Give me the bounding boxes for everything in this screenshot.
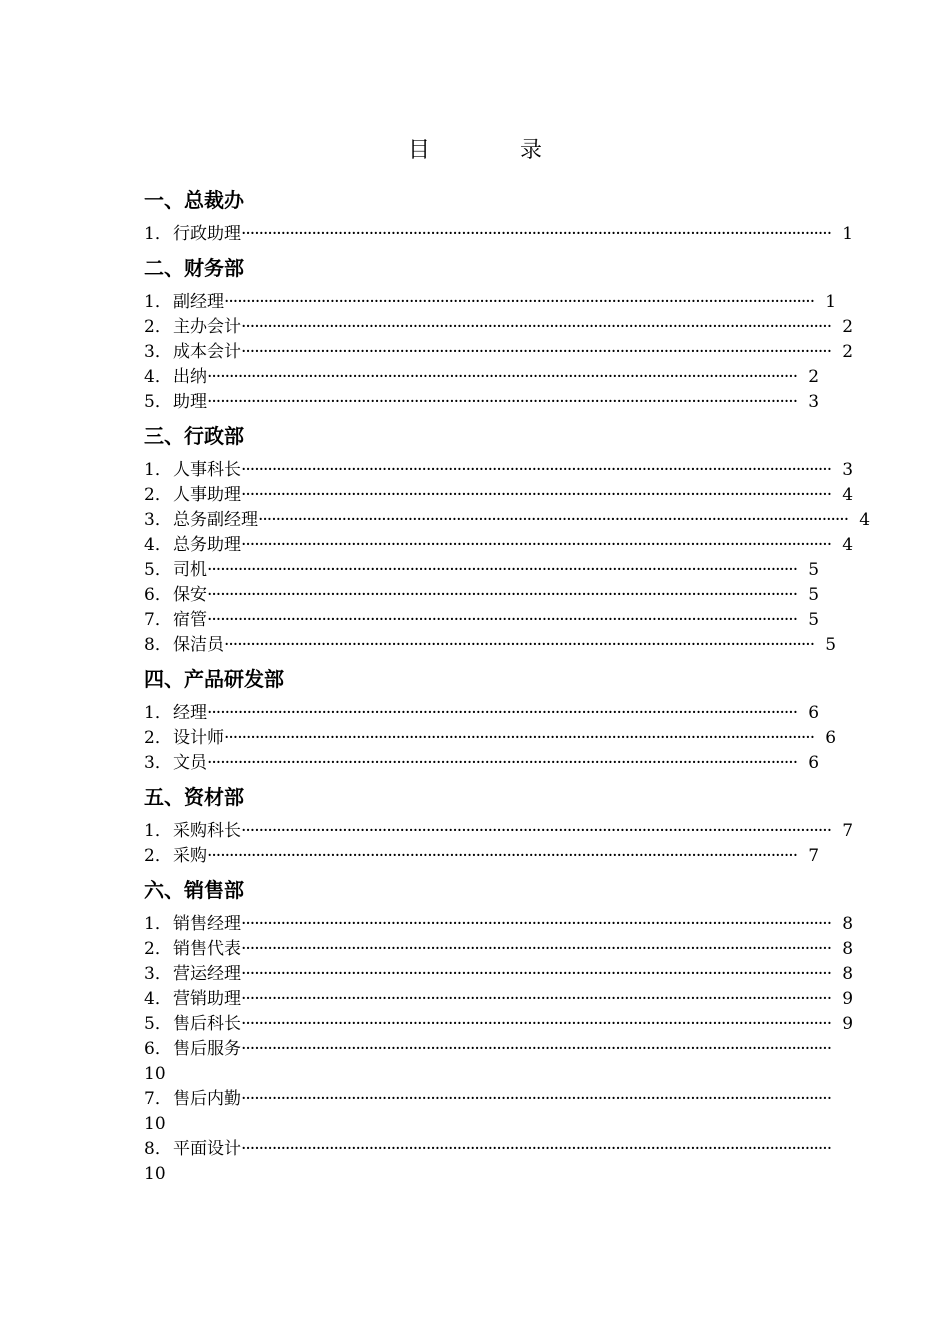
entry-page-number: 3	[842, 460, 854, 480]
toc-entry[interactable]	[144, 962, 854, 987]
entry-label: 出纳	[173, 367, 207, 387]
entry-page-number: 6	[808, 753, 820, 773]
entry-label: 售后科长	[173, 1014, 241, 1034]
dot-leader: ······································································································································	[241, 964, 832, 984]
entry-label: 主办会计	[173, 317, 241, 337]
dot-leader: ······································································································································	[224, 292, 815, 312]
toc-entry[interactable]	[144, 315, 854, 340]
entry-number: 2．	[144, 317, 172, 337]
toc-entry[interactable]	[144, 912, 854, 937]
section-heading: 四、产品研发部	[144, 667, 284, 691]
dot-leader: ······································································································································	[241, 821, 832, 841]
entry-number: 1．	[144, 460, 172, 480]
entry-page-number: 2	[842, 317, 854, 337]
toc-entry[interactable]	[144, 751, 820, 776]
entry-number: 3．	[144, 753, 172, 773]
table-of-contents	[144, 184, 871, 1187]
toc-section	[144, 874, 854, 1187]
entry-page-number: 9	[842, 989, 854, 1009]
entry-page-number: 6	[808, 703, 820, 723]
entry-label: 平面设计	[173, 1139, 241, 1159]
entry-number: 4．	[144, 535, 172, 555]
dot-leader: ······································································································································	[241, 535, 832, 555]
entry-label: 总务助理	[173, 535, 241, 555]
entry-number: 4．	[144, 989, 172, 1009]
entry-number: 3．	[144, 510, 172, 530]
entry-number: 7．	[144, 610, 172, 630]
toc-entry[interactable]	[144, 458, 854, 483]
dot-leader: ······································································································································	[207, 753, 798, 773]
toc-entry[interactable]	[144, 340, 854, 365]
section-heading: 三、行政部	[144, 424, 244, 448]
dot-leader: ······································································································································	[224, 635, 815, 655]
entry-line	[144, 1137, 832, 1162]
dot-leader: ······································································································································	[207, 703, 798, 723]
entry-number: 4．	[144, 367, 172, 387]
entry-label: 宿管	[173, 610, 207, 630]
entry-label: 副经理	[173, 292, 224, 312]
dot-leader: ······································································································································	[207, 585, 798, 605]
entry-label: 人事科长	[173, 460, 241, 480]
entry-page-number: 5	[825, 635, 837, 655]
toc-entry[interactable]	[144, 608, 820, 633]
toc-entry[interactable]	[144, 844, 820, 869]
entry-label: 销售经理	[173, 914, 241, 934]
toc-entry[interactable]	[144, 533, 854, 558]
dot-leader: ······································································································································	[207, 846, 798, 866]
entry-number: 3．	[144, 964, 172, 984]
entry-page-number: 7	[842, 821, 854, 841]
entry-page-number: 5	[808, 585, 820, 605]
entry-page-number: 5	[808, 610, 820, 630]
toc-entry[interactable]	[144, 222, 854, 247]
dot-leader: ······································································································································	[241, 224, 832, 244]
entry-number: 2．	[144, 846, 172, 866]
toc-entry[interactable]	[144, 937, 854, 962]
entry-page-number: 2	[808, 367, 820, 387]
entry-number: 1．	[144, 821, 172, 841]
entry-label: 总务副经理	[173, 510, 258, 530]
entry-label: 采购科长	[173, 821, 241, 841]
entry-label: 营销助理	[173, 989, 241, 1009]
entry-number: 3．	[144, 342, 172, 362]
toc-section	[144, 252, 854, 415]
section-heading: 六、销售部	[144, 878, 244, 902]
dot-leader: ······································································································································	[241, 1014, 832, 1034]
entry-label: 售后服务	[173, 1039, 241, 1059]
entry-page-number: 8	[842, 964, 854, 984]
toc-entry[interactable]	[144, 483, 854, 508]
entry-label: 采购	[173, 846, 207, 866]
toc-entry[interactable]	[144, 701, 820, 726]
entry-number: 5．	[144, 560, 172, 580]
entry-page-number: 1	[842, 224, 854, 244]
entry-page-number: 1	[825, 292, 837, 312]
dot-leader: ······································································································································	[241, 939, 832, 959]
entry-label: 保安	[173, 585, 207, 605]
toc-entry[interactable]	[144, 819, 854, 844]
entry-line	[144, 1037, 832, 1062]
toc-entry[interactable]	[144, 987, 854, 1012]
entry-label: 保洁员	[173, 635, 224, 655]
entry-number: 1．	[144, 224, 172, 244]
entry-number: 2．	[144, 939, 172, 959]
toc-entry[interactable]	[144, 1087, 832, 1137]
entry-label: 行政助理	[173, 224, 241, 244]
toc-entry[interactable]	[144, 558, 820, 583]
entry-label: 售后内勤	[173, 1089, 241, 1109]
toc-entry[interactable]	[144, 390, 820, 415]
toc-entry[interactable]	[144, 508, 871, 533]
dot-leader: ······································································································································	[207, 610, 798, 630]
entry-number: 1．	[144, 914, 172, 934]
section-heading: 五、资材部	[144, 785, 244, 809]
dot-leader: ······································································································································	[241, 485, 832, 505]
entry-label: 设计师	[173, 728, 224, 748]
toc-entry[interactable]	[144, 365, 820, 390]
entry-label: 人事助理	[173, 485, 241, 505]
entry-number: 8．	[144, 1139, 172, 1159]
entry-number: 1．	[144, 703, 172, 723]
entry-page-number: 10	[144, 1164, 166, 1184]
entry-page-number: 8	[842, 914, 854, 934]
entry-number: 6．	[144, 585, 172, 605]
entry-number: 5．	[144, 392, 172, 412]
toc-entry[interactable]	[144, 290, 837, 315]
entry-number: 2．	[144, 728, 172, 748]
toc-entry[interactable]	[144, 726, 837, 751]
toc-title: 目 录	[407, 138, 576, 163]
dot-leader: ······································································································································	[207, 367, 798, 387]
entry-page-number: 8	[842, 939, 854, 959]
toc-entry[interactable]	[144, 1037, 832, 1087]
dot-leader: ······································································································································	[241, 989, 832, 1009]
toc-entry[interactable]	[144, 1012, 854, 1037]
entry-number: 5．	[144, 1014, 172, 1034]
dot-leader: ······································································································································	[207, 392, 798, 412]
entry-label: 助理	[173, 392, 207, 412]
section-heading: 二、财务部	[144, 256, 244, 280]
entry-page-number: 4	[842, 535, 854, 555]
toc-section	[144, 420, 871, 658]
entry-page-number: 5	[808, 560, 820, 580]
entry-label: 营运经理	[173, 964, 241, 984]
dot-leader: ······································································································································	[241, 342, 832, 362]
dot-leader: ······································································································································	[241, 1089, 832, 1109]
entry-page-number: 10	[144, 1064, 166, 1084]
section-heading: 一、总裁办	[144, 188, 244, 212]
entry-page-number: 2	[842, 342, 854, 362]
entry-label: 司机	[173, 560, 207, 580]
entry-label: 文员	[173, 753, 207, 773]
entry-label: 销售代表	[173, 939, 241, 959]
dot-leader: ······································································································································	[241, 460, 832, 480]
dot-leader: ······································································································································	[241, 914, 832, 934]
entry-page-number: 7	[808, 846, 820, 866]
dot-leader: ······································································································································	[207, 560, 798, 580]
dot-leader: ······································································································································	[241, 317, 832, 337]
entry-page-number: 4	[842, 485, 854, 505]
toc-section	[144, 781, 854, 869]
toc-section	[144, 663, 837, 776]
toc-entry[interactable]	[144, 1137, 832, 1187]
dot-leader: ······································································································································	[241, 1039, 832, 1059]
entry-page-number: 10	[144, 1114, 166, 1134]
entry-number: 1．	[144, 292, 172, 312]
entry-number: 2．	[144, 485, 172, 505]
toc-entry[interactable]	[144, 583, 820, 608]
entry-page-number: 3	[808, 392, 820, 412]
entry-label: 成本会计	[173, 342, 241, 362]
entry-number: 7．	[144, 1089, 172, 1109]
entry-page-number: 6	[825, 728, 837, 748]
entry-number: 6．	[144, 1039, 172, 1059]
entry-page-number: 9	[842, 1014, 854, 1034]
toc-section	[144, 184, 854, 247]
dot-leader: ······································································································································	[241, 1139, 832, 1159]
dot-leader: ······································································································································	[224, 728, 815, 748]
entry-page-number: 4	[859, 510, 871, 530]
toc-entry[interactable]	[144, 633, 837, 658]
dot-leader: ······································································································································	[258, 510, 849, 530]
entry-label: 经理	[173, 703, 207, 723]
entry-line	[144, 1087, 832, 1112]
entry-number: 8．	[144, 635, 172, 655]
